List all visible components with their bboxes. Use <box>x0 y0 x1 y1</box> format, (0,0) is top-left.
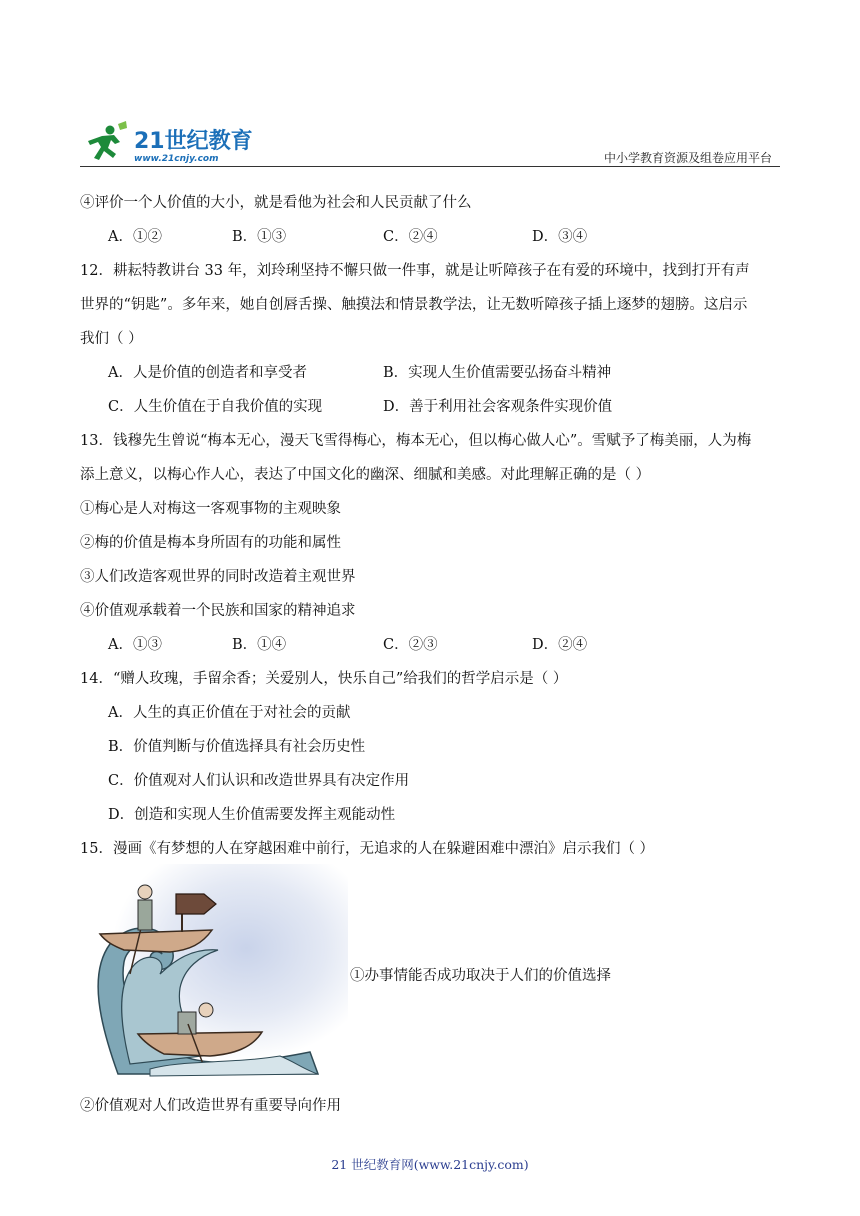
q14-option-b: B．价值判断与价值选择具有社会历史性 <box>108 739 366 755</box>
q15-line: 15．漫画《有梦想的人在穿越困难中前行，无追求的人在躲避困难中漂泊》启示我们（ ） <box>80 841 655 857</box>
q12-option-b: B．实现人生价值需要弘扬奋斗精神 <box>383 365 612 381</box>
q14-option-d: D．创造和实现人生价值需要发挥主观能动性 <box>108 807 396 823</box>
cartoon-illustration <box>80 864 348 1086</box>
q13-option-b: B．①④ <box>232 637 287 653</box>
q15-statement-1: ①办事情能否成功取决于人们的价值选择 <box>350 968 611 984</box>
prev-statement-4: ④评价一个人价值的大小，就是看他为社会和人民贡献了什么 <box>80 195 472 211</box>
logo-url: www.21cnjy.com <box>134 154 219 164</box>
q13-option-c: C．②③ <box>383 637 438 653</box>
q14-option-c: C．价值观对人们认识和改造世界具有决定作用 <box>108 773 410 789</box>
prev-option-c: C．②④ <box>383 229 438 245</box>
q12-option-c: C．人生价值在于自我价值的实现 <box>108 399 323 415</box>
q14-line: 14．“赠人玫瑰，手留余香；关爱别人，快乐自己”给我们的哲学启示是（ ） <box>80 671 568 687</box>
q15-statement-2: ②价值观对人们改造世界有重要导向作用 <box>80 1098 341 1114</box>
q13-line-1: 13．钱穆先生曾说“梅本无心，漫天飞雪得梅心，梅本无心，但以梅心做人心”。雪赋予了梅美丽，人为梅 <box>80 433 752 449</box>
q12-line-3: 我们（ ） <box>80 331 143 347</box>
page-footer: 21 世纪教育网(www.21cnjy.com) <box>331 1157 529 1172</box>
q12-line-1: 12．耕耘特教讲台 33 年，刘玲琍坚持不懈只做一件事，就是让听障孩子在有爱的环境中，找到打开有声 <box>80 263 750 279</box>
q13-statement-3: ③人们改造客观世界的同时改造着主观世界 <box>80 569 356 585</box>
q13-option-a: A．①③ <box>108 637 162 653</box>
q14-option-a: A．人生的真正价值在于对社会的贡献 <box>108 705 351 721</box>
runner-icon <box>88 121 127 160</box>
q13-option-d: D．②④ <box>532 637 588 653</box>
prev-option-a: A．①② <box>108 229 162 245</box>
q13-line-2: 添上意义，以梅心作人心，表达了中国文化的幽深、细腻和美感。对此理解正确的是（ ） <box>80 467 651 483</box>
q12-option-d: D．善于利用社会客观条件实现价值 <box>383 399 613 415</box>
site-logo <box>80 118 280 166</box>
header-rule <box>80 166 780 167</box>
q12-option-a: A．人是价值的创造者和享受者 <box>108 365 307 381</box>
q13-statement-2: ②梅的价值是梅本身所固有的功能和属性 <box>80 535 341 551</box>
q13-statement-4: ④价值观承载着一个民族和国家的精神追求 <box>80 603 356 619</box>
q13-statement-1: ①梅心是人对梅这一客观事物的主观映象 <box>80 501 341 517</box>
page-header <box>80 118 780 170</box>
platform-name: 中小学教育资源及组卷应用平台 <box>603 151 772 165</box>
prev-option-b: B．①③ <box>232 229 287 245</box>
prev-option-d: D．③④ <box>532 229 588 245</box>
q12-line-2: 世界的“钥匙”。多年来，她自创唇舌操、触摸法和情景教学法，让无数听障孩子插上逐梦的翅膀。这启示 <box>80 297 748 313</box>
logo-wordmark: 21世纪教育 <box>134 129 253 154</box>
